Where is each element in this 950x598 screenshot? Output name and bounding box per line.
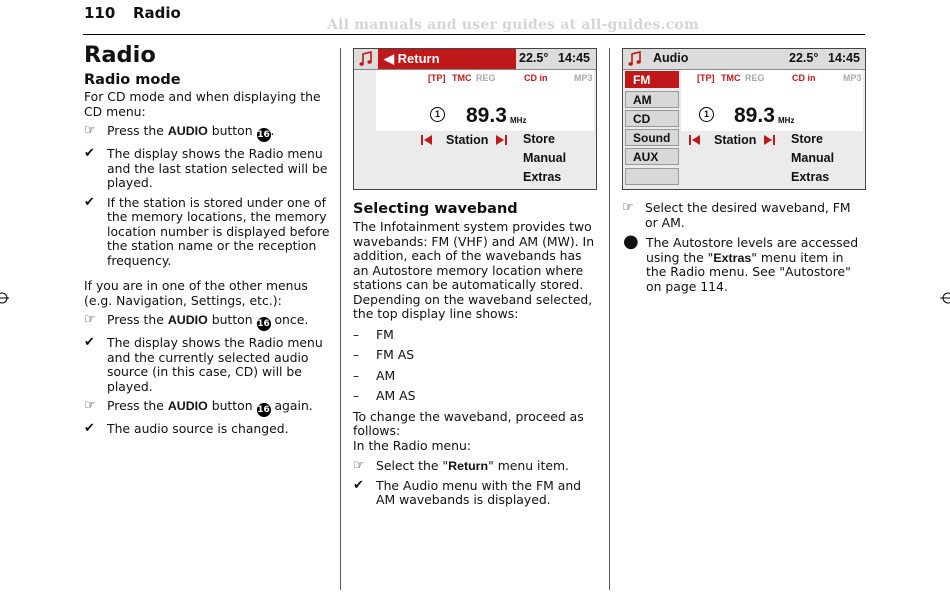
menu-store[interactable]: Store (523, 132, 555, 146)
pointing-hand-icon: ☞ (84, 123, 96, 138)
paragraph: Depending on the waveband selected, the top display line shows: (353, 291, 593, 321)
clock-time: 14:45 (558, 51, 590, 65)
menu-manual[interactable]: Manual (791, 151, 835, 165)
result-item: ✔ The display shows the Radio menu and the last station selected will be played. (84, 146, 328, 190)
audio-display-screen (622, 48, 866, 190)
audio-keyword: AUDIO (167, 399, 208, 413)
cd-in-indicator: CD in (524, 73, 548, 83)
bullet-icon: ● (623, 231, 639, 252)
audio-keyword: AUDIO (167, 313, 208, 327)
sound-settings[interactable]: Sound (625, 129, 679, 146)
intro-text: For CD mode and when displaying the CD menu: (84, 89, 321, 119)
tp-indicator: [TP] (697, 73, 715, 83)
temperature: 22.5° (789, 51, 819, 65)
reg-indicator: REG (476, 73, 496, 83)
menu-extras[interactable]: Extras (791, 170, 830, 184)
list-item: – FM AS (353, 347, 415, 362)
waveband-fm[interactable]: FM (625, 71, 679, 88)
menu-store[interactable]: Store (791, 132, 823, 146)
seek-back-bar (689, 135, 691, 145)
back-arrow-icon: ◀ (384, 51, 394, 66)
frequency-display: 89.3 (734, 104, 775, 127)
page-number: 110 (84, 4, 116, 22)
checkmark-icon: ✔ (353, 477, 364, 493)
frequency-display: 89.3 (466, 104, 507, 127)
audio-keyword: AUDIO (167, 124, 208, 138)
list-item: – AM (353, 367, 396, 383)
menu-extras[interactable]: Extras (523, 170, 562, 184)
button-number-badge: 16 (257, 130, 270, 140)
checkmark-icon: ✔ (84, 194, 95, 210)
watermark[interactable]: All manuals and user guides at all-guides.com (327, 17, 699, 33)
column-2 (353, 201, 598, 508)
pointing-hand-icon: ☞ (84, 312, 96, 327)
mp3-indicator: MP3 (574, 73, 593, 83)
step-item: ☞ Press the AUDIO button 16 once. (84, 312, 309, 329)
checkmark-icon: ✔ (84, 146, 95, 161)
seek-back-icon[interactable] (692, 135, 700, 145)
column-divider (609, 48, 610, 590)
list-item: – FM (353, 326, 394, 342)
step-item: ☞ Press the AUDIO button 16 again. (84, 398, 313, 415)
paragraph: If you are in one of the other menus (e.g. Navigation, Settings, etc.): (84, 278, 308, 308)
pointing-hand-icon: ☞ (84, 398, 96, 413)
frequency-unit: MHz (778, 116, 795, 125)
section-heading: Radio mode (84, 72, 181, 88)
seek-forward-icon[interactable] (764, 135, 772, 145)
step-item: ☞ Select the "Return" menu item. (353, 458, 569, 473)
checkmark-icon: ✔ (84, 421, 95, 436)
seek-forward-icon[interactable] (496, 135, 504, 145)
menu-manual[interactable]: Manual (523, 151, 567, 165)
checkmark-icon: ✔ (84, 335, 95, 350)
radio-display-screen (353, 48, 597, 190)
result-item: ✔ If the station is stored under one of the memory locations, the memory location number is displayed before the station name or the reception frequency. (84, 194, 330, 268)
waveband-am[interactable]: AM (625, 91, 679, 108)
step-item: ☞ Press the AUDIO button 16. (84, 123, 275, 140)
mp3-indicator: MP3 (843, 73, 862, 83)
seek-forward-bar (505, 135, 507, 145)
paragraph: To change the waveband, proceed as follows: (353, 408, 584, 438)
station-label[interactable]: Station (446, 133, 489, 147)
running-header: Radio (133, 4, 181, 22)
preset-number: 1 (430, 107, 445, 122)
seek-forward-bar (773, 135, 775, 145)
empty-side-button (625, 168, 679, 185)
cd-in-indicator: CD in (792, 73, 816, 83)
return-keyword: Return (448, 459, 489, 473)
registration-mark-right (939, 290, 950, 306)
list-item: – AM AS (353, 388, 416, 403)
extras-keyword: Extras (713, 250, 752, 265)
section-heading: Selecting waveband (353, 201, 518, 217)
tmc-indicator: TMC (721, 73, 741, 83)
button-number-badge: 16 (257, 319, 270, 329)
reg-indicator: REG (745, 73, 765, 83)
seek-back-icon[interactable] (424, 135, 432, 145)
pointing-hand-icon: ☞ (353, 458, 365, 473)
frequency-unit: MHz (510, 116, 527, 125)
temperature: 22.5° (519, 51, 549, 65)
music-note-icon (358, 51, 374, 67)
display-title: Audio (653, 51, 689, 65)
result-item: ✔ The Audio menu with the FM and AM wavebands is displayed. (353, 477, 582, 507)
registration-mark-left (0, 290, 10, 306)
preset-number: 1 (699, 107, 714, 122)
music-note-icon (627, 51, 643, 67)
paragraph: In the Radio menu: (353, 437, 472, 453)
column-3 (622, 201, 862, 294)
column-divider (340, 48, 341, 590)
step-item: ☞ Select the desired waveband, FM or AM. (622, 200, 851, 230)
result-item: ✔ The display shows the Radio menu and the currently selected audio source (in this case, CD) will be played. (84, 335, 323, 394)
header-rule (83, 34, 865, 35)
tp-indicator: [TP] (428, 73, 446, 83)
page-title: Radio (84, 42, 156, 68)
seek-back-bar (421, 135, 423, 145)
source-aux[interactable]: AUX (625, 148, 679, 165)
bullet-item: ● The Autostore levels are accessed using the "Extras" menu item in the Radio menu. See "Autostore" on page 114. (623, 231, 859, 294)
tmc-indicator: TMC (452, 73, 472, 83)
station-label[interactable]: Station (714, 133, 757, 147)
column-1 (84, 42, 332, 437)
result-item: ✔ The audio source is changed. (84, 421, 289, 436)
paragraph: The Infotainment system provides two wavebands: FM (VHF) and AM (MW). In addition, each of the wavebands has an Autostore memory location where stations can be automatically stored. (353, 219, 595, 292)
clock-time: 14:45 (828, 51, 860, 65)
button-number-badge: 16 (257, 405, 270, 415)
pointing-hand-icon: ☞ (622, 200, 634, 215)
return-menu-item[interactable]: ◀ Return (378, 49, 516, 69)
source-cd[interactable]: CD (625, 110, 679, 127)
